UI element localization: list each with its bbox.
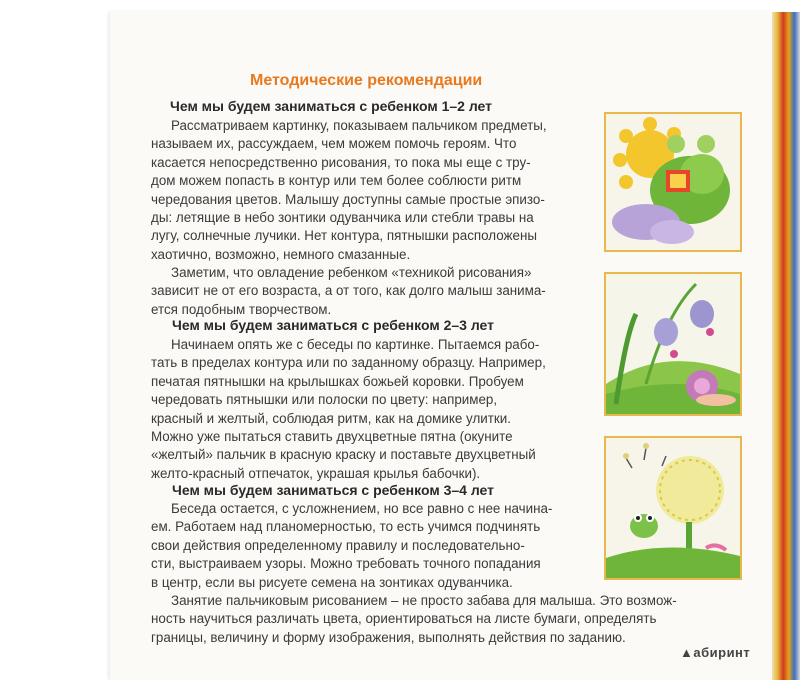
text-line: Рассматриваем картинку, показываем пальчиком предметы, — [171, 118, 547, 133]
text-line: чередования цветов. Малышу доступны самые простые эпизо- — [151, 191, 545, 207]
closing-paragraph — [151, 592, 749, 647]
text-line: Занятие пальчиковым рисованием – не просто забава для малыша. Это возмож- — [171, 593, 677, 608]
book-spine-edge — [772, 12, 800, 680]
section3-paragraph — [151, 500, 595, 592]
text-line: хаотично, возможно, немного смазанные. — [151, 246, 411, 262]
text-line: зависит не от его возраста, а от того, как долго малыш занима- — [151, 283, 546, 299]
sun-frog-drawing — [606, 114, 740, 250]
text-line: Заметим, что овладение ребенком «техникой рисования» — [171, 265, 532, 280]
text-line: Беседа остается, с усложнением, но все равно с нее начина- — [171, 501, 553, 516]
text-line: красный и желтый, соблюдая ритм, как на домике улитки. — [151, 410, 511, 426]
dandelion-frog-drawing — [606, 438, 740, 578]
text-line: касается непосредственно рисования, то пока мы еще с тру- — [151, 154, 531, 170]
labirint-logo-text: абиринт — [693, 645, 751, 660]
labirint-watermark — [680, 645, 750, 660]
text-line: Можно уже пытаться ставить двухцветные пятна (окуните — [151, 429, 513, 445]
section1-subtitle: Чем мы будем заниматься с ребенком 1–2 лет — [170, 98, 492, 114]
text-line: называем их, рассуждаем, чем можем помочь героям. Что — [151, 136, 517, 152]
page-title: Методические рекомендации — [250, 72, 483, 89]
section2-paragraph — [151, 336, 595, 483]
text-line: чередовать пятнышки или полоски по цвету: например, — [151, 392, 498, 408]
text-line: Начинаем опять же с беседы по картинке. Пытаемся рабо- — [171, 337, 540, 352]
text-line: ем. Работаем над планомерностью, то есть учимся подчинять — [151, 519, 541, 535]
text-line: ется подобным творчеством. — [151, 301, 332, 317]
labirint-logo-icon: ▲ — [680, 645, 694, 660]
text-line: свои действия определенному правилу и последовательно- — [151, 537, 525, 553]
section3-subtitle: Чем мы будем заниматься с ребенком 3–4 лет — [172, 482, 494, 498]
bellflower-snail-illustration — [604, 272, 742, 416]
dandelion-frog-illustration — [604, 436, 742, 580]
text-line: в центр, если вы рисуете семена на зонтиках одуванчика. — [151, 574, 513, 590]
text-line: желто-красный отпечаток, украшая крылья бабочки). — [151, 465, 481, 481]
text-line: лугу, солнечные лучики. Нет контура, пятнышки расположены — [151, 228, 537, 244]
text-line: границы, величину и форму изображения, выполнять действия по заданию. — [151, 629, 626, 645]
text-line: печатая пятнышки на крылышках божьей коровки. Пробуем — [151, 373, 524, 389]
text-line: тать в пределах контура или по заданному образцу. Например, — [151, 355, 546, 371]
text-line: ность научиться различать цвета, ориентироваться на листе бумаги, определять — [151, 611, 657, 627]
text-line: ды: летящие в небо зонтики одуванчика или стебли травы на — [151, 210, 534, 226]
bellflower-snail-drawing — [606, 274, 740, 414]
sun-frog-illustration — [604, 112, 742, 252]
section2-subtitle: Чем мы будем заниматься с ребенком 2–3 лет — [172, 317, 494, 333]
text-line: «желтый» пальчик в красную краску и поставьте двухцветный — [151, 447, 536, 463]
section1-note — [151, 264, 595, 319]
text-line: дом можем попасть в контур или тем более соблюсти ритм — [151, 173, 522, 189]
text-line: сти, выстраиваем узоры. Можно требовать точного попадания — [151, 556, 541, 572]
section1-paragraph — [151, 117, 595, 264]
